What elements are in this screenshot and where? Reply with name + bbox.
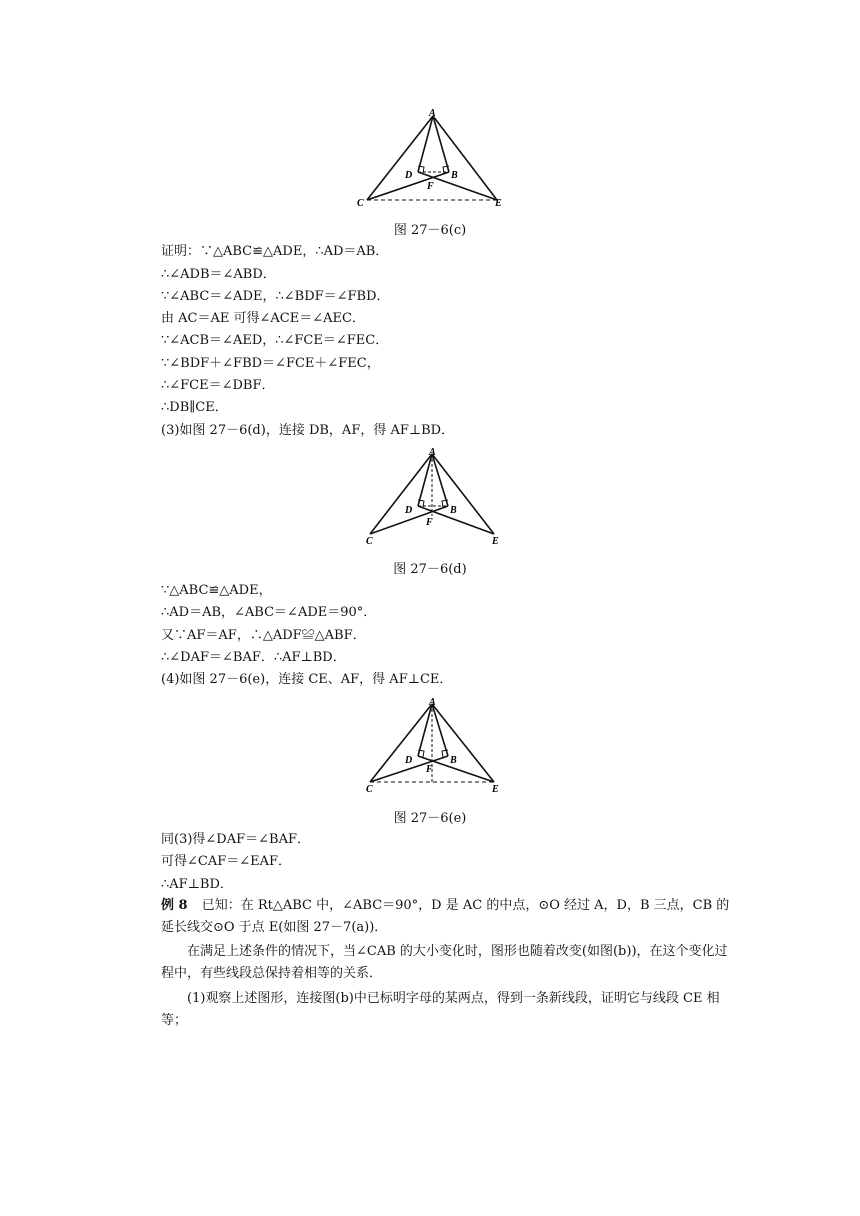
example-8-label: 例 8 (161, 898, 188, 913)
figure-27-6e (362, 696, 507, 798)
label-C: C (357, 198, 364, 209)
example-8-text: 已知：在 Rt△ABC 中，∠ABC＝90°，D 是 AC 的中点，⊙O 经过 A，D，B 三点，CB 的延长线交⊙O 于点 E(如图 27－7(a))． (161, 898, 730, 935)
figure-27-6c-diagram (355, 108, 505, 212)
caption-27-6d: 图 27－6(d) (393, 562, 467, 577)
proof-c-line-3: ∵∠ABC＝∠ADE，∴∠BDF＝∠FBD． (161, 289, 390, 304)
proof-e-line-3: ∴AF⊥BD． (161, 877, 233, 892)
proof-c-line-8: ∴DB∥CE． (161, 400, 228, 415)
proof-c-line-4: 由 AC＝AE 可得∠ACE＝∠AEC． (161, 311, 365, 326)
label-D: D (405, 755, 413, 766)
label-D: D (405, 170, 413, 181)
label-C: C (366, 784, 373, 795)
label-F: F (426, 517, 433, 528)
label-F: F (426, 764, 433, 775)
proof-c-line-9: (3)如图 27－6(d)，连接 DB，AF，得 AF⊥BD． (161, 423, 455, 438)
label-E: E (492, 536, 499, 547)
proof-d-line-4: ∴∠DAF＝∠BAF．∴AF⊥BD． (161, 650, 346, 665)
example-8-paragraph (161, 895, 733, 939)
figure-27-6d-diagram (362, 446, 507, 548)
label-E: E (495, 198, 502, 209)
proof-d-line-1: ∵△ABC≌△ADE， (161, 583, 272, 598)
proof-d-line-2: ∴AD＝AB，∠ABC＝∠ADE＝90°． (161, 605, 377, 620)
proof-e-line-2: 可得∠CAF＝∠EAF． (161, 854, 292, 869)
proof-d-line-3: 又∵AF＝AF，∴△ADF≌△ABF． (161, 628, 366, 643)
proof-e-line-1: 同(3)得∠DAF＝∠BAF． (161, 832, 310, 847)
proof-d-line-5: (4)如图 27－6(e)，连接 CE、AF，得 AF⊥CE． (161, 672, 453, 687)
label-D: D (405, 505, 413, 516)
example-8-paragraph-3: (1)观察上述图形，连接图(b)中已标明字母的某两点，得到一条新线段，证明它与线段 CE 相等； (161, 991, 720, 1028)
label-C: C (366, 536, 373, 547)
caption-27-6c: 图 27－6(c) (393, 223, 467, 238)
figure-27-6c (355, 108, 505, 212)
example-8-paragraph-2: 在满足上述条件的情况下，当∠CAB 的大小变化时，图形也随着改变(如图(b))，在这个变化过程中，有些线段总保持着相等的关系． (161, 944, 728, 981)
proof-c-line-5: ∵∠ACB＝∠AED，∴∠FCE＝∠FEC． (161, 333, 389, 348)
label-E: E (492, 784, 499, 795)
figure-27-6e-diagram (362, 696, 507, 798)
caption-27-6e: 图 27－6(e) (393, 811, 467, 826)
label-B: B (450, 505, 457, 516)
figure-27-6d (362, 446, 507, 548)
label-B: B (450, 755, 457, 766)
label-A: A (429, 447, 436, 458)
proof-c-line-7: ∴∠FCE＝∠DBF． (161, 378, 275, 393)
proof-c-line-6: ∵∠BDF＋∠FBD＝∠FCE＋∠FEC， (161, 356, 380, 371)
label-A: A (429, 697, 436, 708)
proof-c-line-1: 证明：∵△ABC≌△ADE，∴AD＝AB． (161, 244, 389, 259)
proof-c-line-2: ∴∠ADB＝∠ABD． (161, 267, 276, 282)
label-F: F (427, 181, 434, 192)
label-A: A (429, 108, 436, 119)
label-B: B (451, 170, 458, 181)
